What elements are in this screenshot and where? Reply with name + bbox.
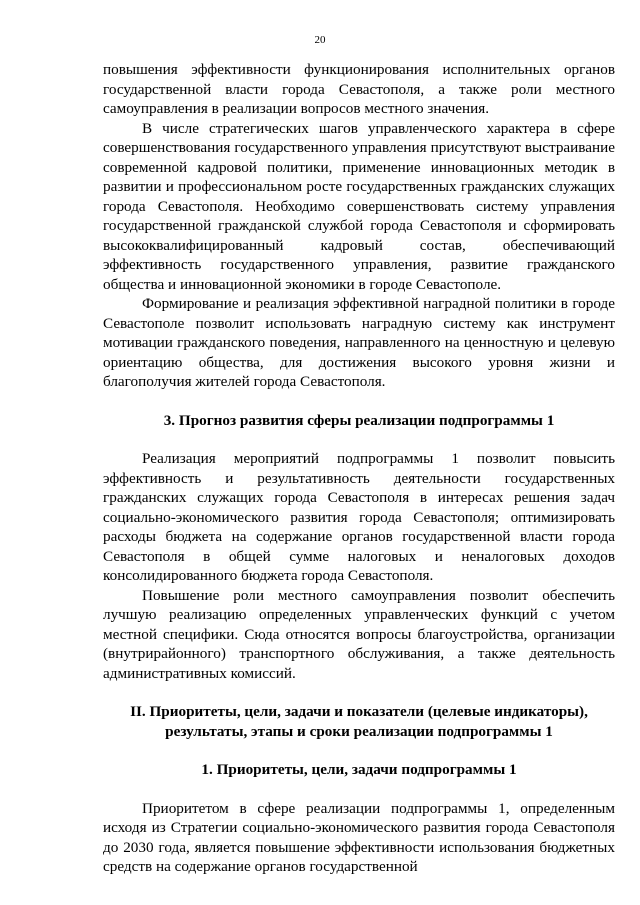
page-number: 20 (314, 34, 326, 46)
section-II-heading-line2: результаты, этапы и сроки реализации подпрограммы 1 (165, 722, 553, 740)
section-3-heading: 3. Прогноз развития сферы реализации подпрограммы 1 (163, 411, 555, 429)
paragraph-subprogram-effects: Реализация мероприятий подпрограммы 1 позволит повысить эффективность и результативность деятельности государственных гражданских служащих города Севастополя в интересах решения задач социально-экономического развития города Севастополя; оптимизировать расходы бюджета на содержание органов государственной власти города Севастополя в общей сумме налоговых и неналоговых доходов консолидированного бюджета города Севастополя. (103, 450, 615, 584)
document-body (103, 60, 615, 877)
paragraph-award-policy: Формирование и реализация эффективной наградной политики в городе Севастополе позволит использовать наградную систему как инструмент мотивации гражданского поведения, направленного на ценностную и целевую ориентацию общества, для достижения высокого уровня жизни и благополучия жителей города Севастополя. (103, 295, 615, 390)
section-II-heading-line1: II. Приоритеты, цели, задачи и показатели (целевые индикаторы), (130, 703, 588, 720)
paragraph-priorities: Приоритетом в сфере реализации подпрограммы 1, определенным исходя из Стратегии социально-экономического развития города Севастополя до 2030 года, является повышение эффективности использования бюджетных средств на содержание органов государственной (103, 799, 615, 875)
subsection-1-heading: 1. Приоритеты, цели, задачи подпрограммы 1 (201, 761, 517, 778)
paragraph-local-government: Повышение роли местного самоуправления позволит обеспечить лучшую реализацию определенных управленческих функций с учетом местной специфики. Сюда относятся вопросы благоустройства, организации (внутрирайонного) транспортного обслуживания, а также деятельность административных комиссий. (103, 586, 615, 682)
paragraph-continuation: повышения эффективности функционирования исполнительных органов государственной власти города Севастополя, а также роли местного самоуправления в реализации вопросов местного значения. (103, 61, 615, 117)
paragraph-strategic-steps: В числе стратегических шагов управленческого характера в сфере совершенствования государственного управления присутствуют выстраивание современной кадровой политики, применение инновационных методик в развитии и профессиональном росте государственных гражданских служащих города Севастополя. Необходимо совершенствовать систему управления государственной гражданской службой города Севастополя и сформировать высококвалифицированный кадровый состав, обеспечивающий эффективность государственного управления, развитие гражданского общества и инновационной экономики в городе Севастополе. (103, 119, 615, 293)
